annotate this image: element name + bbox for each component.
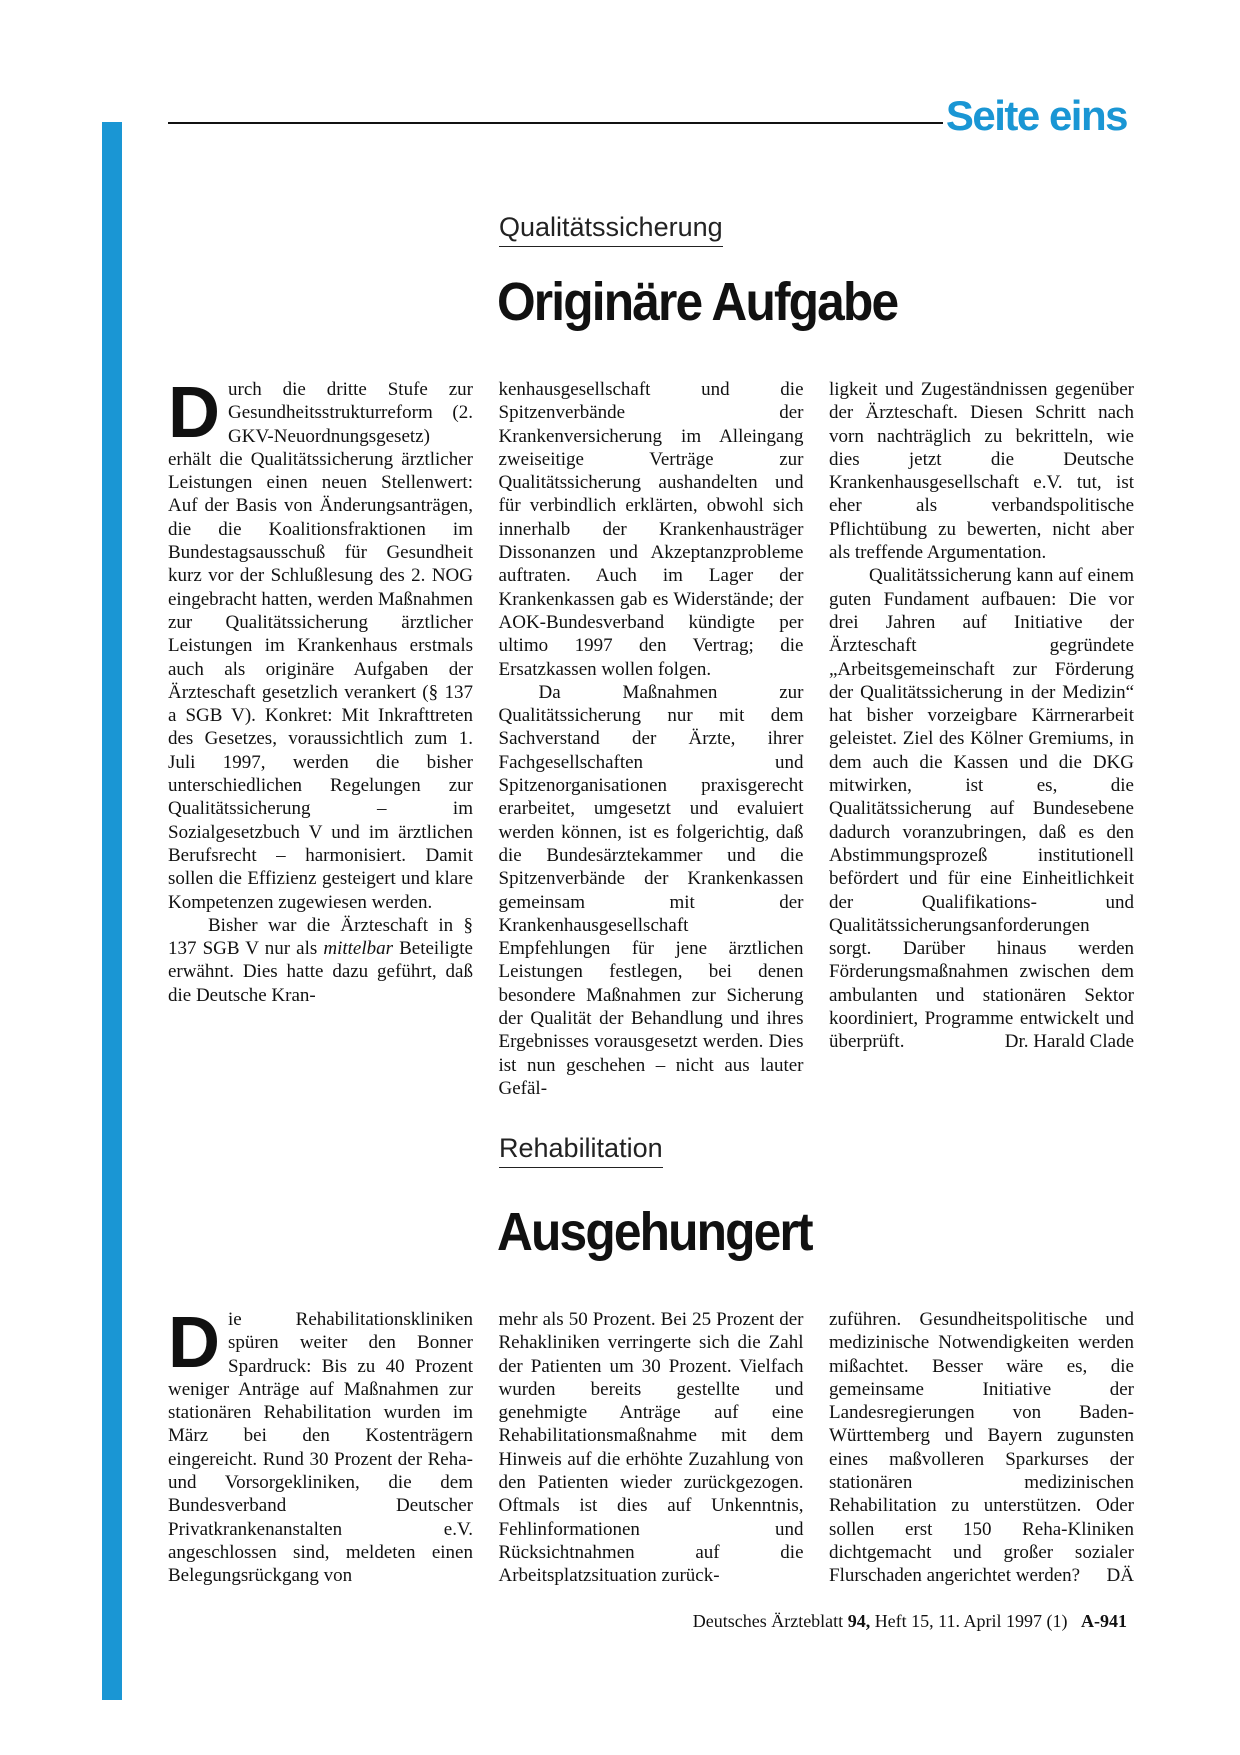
article-column — [499, 1308, 804, 1588]
article-2-headline: Ausgehungert — [497, 1202, 812, 1262]
article-1-body — [168, 373, 1134, 1100]
article-column — [829, 378, 1134, 1100]
paragraph: kenhausgesellschaft und die Spitzenverbände der Krankenversicherung im Alleingang zweiseitige Verträge zur Qualitätssicherung aushandelten und für verbindlich erklärten, obwohl sich innerhalb der Krankenhausträger Dissonanzen und Akzeptanzprobleme auftraten. Auch im Lager der Krankenkassen gab es Widerstände; der AOK-Bundesverband kündigte per ultimo 1997 den Vertrag; die Ersatzkassen wollen folgen. — [498, 379, 804, 680]
article-1-kicker: Qualitätssicherung — [499, 212, 723, 247]
author-signature: Dr. Harald Clade — [1004, 1031, 1134, 1053]
footer-page-number: A-941 — [1081, 1611, 1127, 1631]
paragraph: Qualitätssicherung kann auf einem guten Fundament aufbauen: Die vor drei Jahren auf Initiative der Ärzteschaft gegründete „Arbeitsgemeinschaft zur Förderung der Qualitätssicherung in der Medizin“ hat bisher vorzeigbare Kärrnerarbeit geleistet. Ziel des Kölner Gremiums, in dem auch die Kassen und die DKG mitwirken, ist es, die Qualitätssicherung auf Bundesebene dadurch voranzubringen, daß es den Abstimmungsprozeß institutionell befördert und für eine Einheitlichkeit der Qualifikations- und Qualitätssicherungsanforderungen sorgt. Darüber hinaus werden Förderungsmaßnahmen zwischen dem ambulanten und stationären Sektor koordiniert, Programme entwickelt und überprüft. Dr. Harald Clade — [829, 565, 1134, 1053]
drop-cap: D — [168, 1303, 220, 1383]
article-column — [499, 378, 804, 1100]
drop-cap: D — [168, 373, 220, 453]
article-2-body — [168, 1303, 1134, 1588]
article-column — [168, 373, 473, 1100]
footer-journal: Deutsches Ärzteblatt — [692, 1611, 844, 1631]
paragraph: ligkeit und Zugeständnissen gegenüber der Ärzteschaft. Diesen Schritt nach vorn nachträglich zu bekritteln, wie dies jetzt die Deutsche Krankenhausgesellschaft e.V. tut, ist eher als verbandspolitische Pflichtübung zu bewerten, nicht aber als treffende Argumentation. — [829, 379, 1134, 564]
page-footer — [693, 1611, 1127, 1632]
article-column — [168, 1303, 473, 1588]
paragraph: Die Rehabilitationskliniken spüren weiter den Bonner Spardruck: Bis zu 40 Prozent weniger Anträge auf Maßnahmen zur stationären Rehabilitation wurden im März bei den Kostenträgern eingereicht. Rund 30 Prozent der Reha- und Vorsorgekliniken, die dem Bundesverband Deutscher Privatkrankenanstalten e.V. angeschlossen sind, meldeten einen Belegungsrückgang von — [168, 1303, 473, 1587]
footer-volume: 94, — [847, 1611, 871, 1631]
emphasis: mittelbar — [323, 938, 394, 960]
paragraph: mehr als 50 Prozent. Bei 25 Prozent der Rehakliniken verringerte sich die Zahl der Patienten um 30 Prozent. Vielfach wurden bereits gestellte und genehmigte Anträge auf eine Rehabilitationsmaßnahme mit dem Hinweis auf die erhöhte Zuzahlung von den Patienten wieder zurückgezogen. Oftmals ist dies auf Unkenntnis, Fehlinformationen und Rücksichtnahmen auf die Arbeitsplatzsituation zurück- — [498, 1309, 804, 1587]
paragraph: Bisher war die Ärzteschaft in § 137 SGB V nur als mittelbar Beteiligte erwähnt. Dies hatte dazu geführt, daß die Deutsche Kran- — [168, 914, 473, 1006]
header-rule — [168, 122, 943, 124]
article-column — [829, 1308, 1134, 1588]
article-1-headline: Originäre Aufgabe — [497, 272, 898, 332]
paragraph: Da Maßnahmen zur Qualitätssicherung nur mit dem Sachverstand der Ärzte, ihrer Fachgesellschaften und Spitzenorganisationen praxisgerecht erarbeitet, umgesetzt und evaluiert werden können, ist es folgerichtig, daß die Bundesärztekammer und die Spitzenverbände der Krankenkassen gemeinsam mit der Krankenhausgesellschaft Empfehlungen für jene ärztlichen Leistungen festlegen, bei denen besondere Maßnahmen zur Sicherung der Qualität der Behandlung und ihres Ergebnisses vorausgesetzt werden. Dies ist nun geschehen – nicht aus lauter Gefäl- — [498, 681, 804, 1099]
article-2-kicker: Rehabilitation — [499, 1133, 663, 1168]
paragraph: zuführen. Gesundheitspolitische und medizinische Notwendigkeiten werden mißachtet. Besser wäre es, die gemeinsame Initiative der Landesregierungen von Baden-Württemberg und Bayern zugunsten eines maßvolleren Sparkurses der stationären medizinischen Rehabilitation zu unterstützen. Oder sollen erst 150 Reha-Kliniken dichtgemacht und großer sozialer Flurschaden angerichtet werden? DÄ — [829, 1309, 1134, 1587]
accent-bar — [102, 122, 122, 1700]
paragraph: Durch die dritte Stufe zur Gesundheitsstrukturreform (2. GKV-Neuordnungsgesetz) erhält die Qualitätssicherung ärztlicher Leistungen einen neuen Stellenwert: Auf der Basis von Änderungsanträgen, die die Koalitionsfraktionen im Bundestagsausschuß für Gesundheit kurz vor der Schlußlesung des 2. NOG eingebracht hatten, werden Maßnahmen zur Qualitätssicherung ärztlicher Leistungen im Krankenhaus erstmals auch als originäre Aufgaben der Ärzteschaft gesetzlich verankert (§ 137 a SGB V). Konkret: Mit Inkrafttreten des Gesetzes, voraussichtlich zum 1. Juli 1997, werden die bisher unterschiedlichen Regelungen zur Qualitätssicherung – im Sozialgesetzbuch V und im ärztlichen Berufsrecht – harmonisiert. Damit sollen die Effizienz gesteigert und klare Kompetenzen zugewiesen werden. — [168, 373, 473, 913]
footer-issue: Heft 15, 11. April 1997 (1) — [874, 1611, 1068, 1631]
section-label: Seite eins — [945, 92, 1127, 139]
author-signature: DÄ — [1106, 1565, 1134, 1587]
